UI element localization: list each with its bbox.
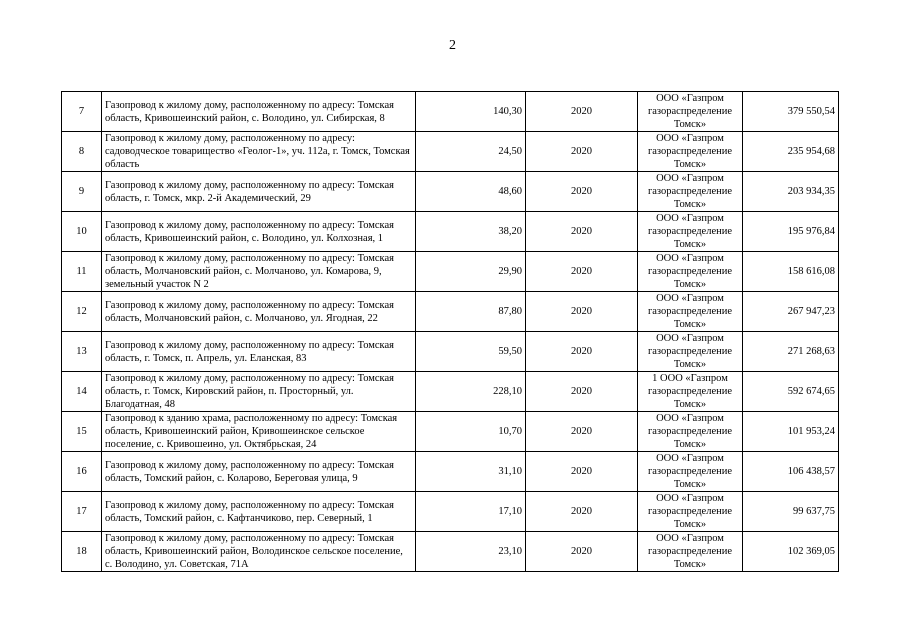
organization: ООО «Газпром газораспределение Томск» [638, 252, 743, 292]
commission-year: 2020 [526, 412, 638, 452]
organization: ООО «Газпром газораспределение Томск» [638, 492, 743, 532]
pipeline-length: 10,70 [416, 412, 526, 452]
cost-value: 195 976,84 [743, 212, 839, 252]
table-row [62, 492, 839, 532]
object-description: Газопровод к жилому дому, расположенному по адресу: Томская область, г. Томск, Кировский район, п. Просторный, ул. Благодатная, 48 [102, 372, 416, 412]
organization: ООО «Газпром газораспределение Томск» [638, 172, 743, 212]
row-number: 9 [62, 172, 102, 212]
cost-value: 592 674,65 [743, 372, 839, 412]
organization: 1 ООО «Газпром газораспределение Томск» [638, 372, 743, 412]
table-row [62, 172, 839, 212]
table-row [62, 372, 839, 412]
row-number: 13 [62, 332, 102, 372]
commission-year: 2020 [526, 212, 638, 252]
object-description: Газопровод к жилому дому, расположенному по адресу: Томская область, г. Томск, п. Апрель, ул. Еланская, 83 [102, 332, 416, 372]
object-description: Газопровод к жилому дому, расположенному по адресу: Томская область, Томский район, с. Кафтанчиково, пер. Северный, 1 [102, 492, 416, 532]
object-description: Газопровод к жилому дому, расположенному по адресу: Томская область, Кривошеинский район, с. Володино, ул. Колхозная, 1 [102, 212, 416, 252]
commission-year: 2020 [526, 532, 638, 572]
pipeline-length: 87,80 [416, 292, 526, 332]
row-number: 16 [62, 452, 102, 492]
organization: ООО «Газпром газораспределение Томск» [638, 452, 743, 492]
row-number: 18 [62, 532, 102, 572]
commission-year: 2020 [526, 132, 638, 172]
pipeline-length: 23,10 [416, 532, 526, 572]
pipeline-length: 48,60 [416, 172, 526, 212]
object-description: Газопровод к жилому дому, расположенному по адресу: Томская область, г. Томск, мкр. 2-й Академический, 29 [102, 172, 416, 212]
organization: ООО «Газпром газораспределение Томск» [638, 132, 743, 172]
table-row [62, 292, 839, 332]
pipeline-length: 29,90 [416, 252, 526, 292]
page-number: 2 [449, 38, 456, 53]
object-description: Газопровод к жилому дому, расположенному по адресу: Томская область, Томский район, с. Коларово, Береговая улица, 9 [102, 452, 416, 492]
pipeline-length: 38,20 [416, 212, 526, 252]
row-number: 10 [62, 212, 102, 252]
object-description: Газопровод к жилому дому, расположенному по адресу: садоводческое товарищество «Геолог-1», уч. 112а, г. Томск, Томская область [102, 132, 416, 172]
commission-year: 2020 [526, 92, 638, 132]
pipeline-length: 31,10 [416, 452, 526, 492]
row-number: 11 [62, 252, 102, 292]
commission-year: 2020 [526, 372, 638, 412]
cost-value: 203 934,35 [743, 172, 839, 212]
commission-year: 2020 [526, 292, 638, 332]
gas-pipeline-table [61, 91, 839, 572]
row-number: 14 [62, 372, 102, 412]
row-number: 7 [62, 92, 102, 132]
pipeline-length: 140,30 [416, 92, 526, 132]
table-row [62, 132, 839, 172]
cost-value: 158 616,08 [743, 252, 839, 292]
commission-year: 2020 [526, 332, 638, 372]
organization: ООО «Газпром газораспределение Томск» [638, 92, 743, 132]
table-row [62, 412, 839, 452]
object-description: Газопровод к жилому дому, расположенному по адресу: Томская область, Молчановский район, с. Молчаново, ул. Комарова, 9, земельный участок N 2 [102, 252, 416, 292]
cost-value: 379 550,54 [743, 92, 839, 132]
table-row [62, 92, 839, 132]
object-description: Газопровод к жилому дому, расположенному по адресу: Томская область, Кривошеинский район, Володинское сельское поселение, с. Володино, ул. Советская, 71А [102, 532, 416, 572]
organization: ООО «Газпром газораспределение Томск» [638, 412, 743, 452]
row-number: 15 [62, 412, 102, 452]
pipeline-length: 228,10 [416, 372, 526, 412]
organization: ООО «Газпром газораспределение Томск» [638, 212, 743, 252]
commission-year: 2020 [526, 492, 638, 532]
cost-value: 267 947,23 [743, 292, 839, 332]
row-number: 17 [62, 492, 102, 532]
cost-value: 102 369,05 [743, 532, 839, 572]
table-row [62, 212, 839, 252]
cost-value: 99 637,75 [743, 492, 839, 532]
object-description: Газопровод к зданию храма, расположенному по адресу: Томская область, Кривошеинский район, Кривошеинское сельское поселение, с. Кривошеино, ул. Октябрьская, 24 [102, 412, 416, 452]
commission-year: 2020 [526, 172, 638, 212]
organization: ООО «Газпром газораспределение Томск» [638, 532, 743, 572]
pipeline-length: 59,50 [416, 332, 526, 372]
pipeline-length: 24,50 [416, 132, 526, 172]
table-row [62, 452, 839, 492]
object-description: Газопровод к жилому дому, расположенному по адресу: Томская область, Молчановский район, с. Молчаново, ул. Ягодная, 22 [102, 292, 416, 332]
table-row [62, 532, 839, 572]
cost-value: 101 953,24 [743, 412, 839, 452]
organization: ООО «Газпром газораспределение Томск» [638, 332, 743, 372]
table-body [62, 92, 839, 572]
pipeline-length: 17,10 [416, 492, 526, 532]
cost-value: 271 268,63 [743, 332, 839, 372]
row-number: 8 [62, 132, 102, 172]
commission-year: 2020 [526, 252, 638, 292]
commission-year: 2020 [526, 452, 638, 492]
table-row [62, 332, 839, 372]
object-description: Газопровод к жилому дому, расположенному по адресу: Томская область, Кривошеинский район, с. Володино, ул. Сибирская, 8 [102, 92, 416, 132]
cost-value: 235 954,68 [743, 132, 839, 172]
row-number: 12 [62, 292, 102, 332]
organization: ООО «Газпром газораспределение Томск» [638, 292, 743, 332]
cost-value: 106 438,57 [743, 452, 839, 492]
table-row [62, 252, 839, 292]
